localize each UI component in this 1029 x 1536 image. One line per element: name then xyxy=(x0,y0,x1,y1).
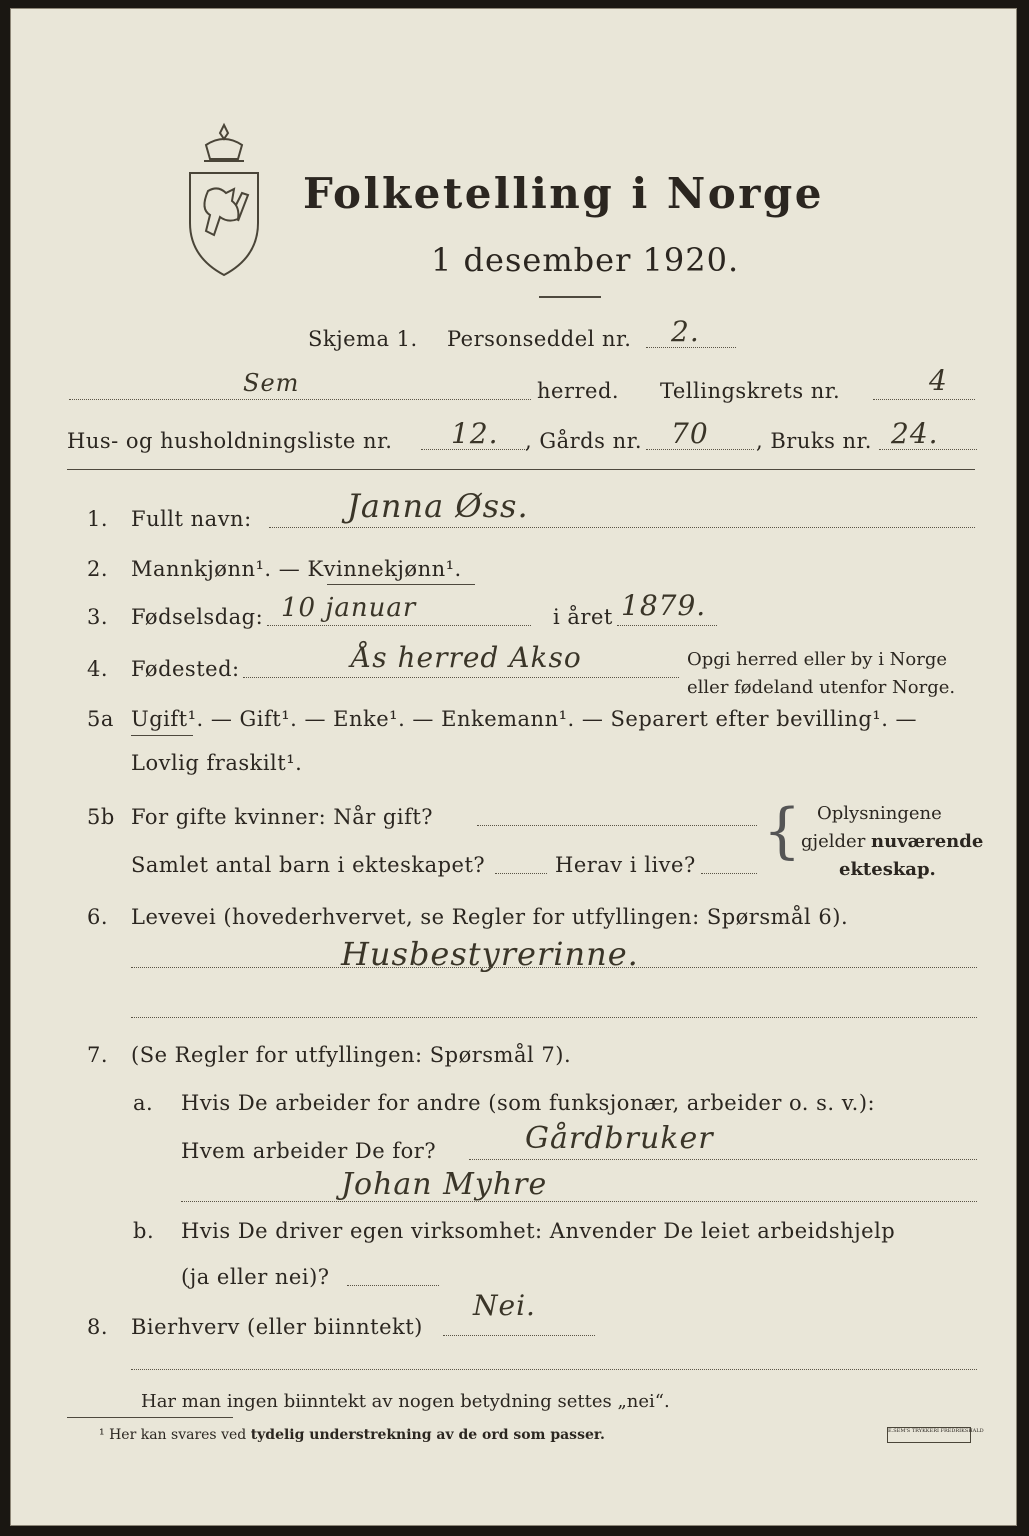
printer-stamp: E.SEM'S TRYKKERI FREDRIKSHALD xyxy=(887,1427,971,1443)
q8-value[interactable]: Nei. xyxy=(473,1289,536,1322)
q6-label: Levevei (hovederhvervet, se Regler for utfyllingen: Spørsmål 6). xyxy=(131,905,849,929)
q3-birthday-value[interactable]: 10 januar xyxy=(281,593,417,623)
coat-of-arms-icon xyxy=(176,121,272,281)
q2-label: Mannkjønn¹. — Kvinnekjønn¹. xyxy=(131,557,462,581)
q5a-options-2: Lovlig fraskilt¹. xyxy=(131,751,303,775)
q3-year-value[interactable]: 1879. xyxy=(621,589,707,622)
q5b-alive-label: Herav i live? xyxy=(555,853,696,877)
farm-value[interactable]: 70 xyxy=(671,417,709,450)
farm-label: , Gårds nr. xyxy=(525,429,643,453)
person-slip-label: Personseddel nr. xyxy=(447,327,632,351)
q8-label: Bierhverv (eller biinntekt) xyxy=(131,1315,423,1339)
q7a-label: Hvis De arbeider for andre (som funksjonær, arbeider o. s. v.): xyxy=(181,1091,876,1115)
q7-label: (Se Regler for utfyllingen: Spørsmål 7). xyxy=(131,1043,572,1067)
q6-value[interactable]: Husbestyrerinne. xyxy=(341,935,639,973)
q4-label: Fødested: xyxy=(131,657,240,681)
q1-number: 1. xyxy=(87,507,109,531)
district-label: Tellingskrets nr. xyxy=(660,379,841,403)
q7a-employer-label: Hvem arbeider De for? xyxy=(181,1139,437,1163)
title-divider xyxy=(539,296,601,298)
q5b-children-label: Samlet antal barn i ekteskapet? xyxy=(131,853,486,877)
q2-underline xyxy=(327,584,475,585)
use-value[interactable]: 24. xyxy=(891,417,939,450)
q1-label: Fullt navn: xyxy=(131,507,252,531)
herred-value[interactable]: Sem xyxy=(243,369,300,397)
form-title: Folketelling i Norge xyxy=(303,169,825,218)
q5a-number: 5a xyxy=(87,707,114,731)
income-note: Har man ingen biinntekt av nogen betydning settes „nei“. xyxy=(141,1391,670,1412)
q2-number: 2. xyxy=(87,557,109,581)
q4-note-line2: eller fødeland utenfor Norge. xyxy=(687,677,956,698)
q1-value[interactable]: Janna Øss. xyxy=(347,487,529,525)
use-label: , Bruks nr. xyxy=(756,429,872,453)
q4-note-line1: Opgi herred eller by i Norge xyxy=(687,649,948,670)
q7a-employer-name[interactable]: Johan Myhre xyxy=(341,1167,548,1202)
q5b-brace: { xyxy=(763,796,802,866)
person-slip-value[interactable]: 2. xyxy=(671,315,700,348)
q5a-options: Ugift¹. — Gift¹. — Enke¹. — Enkemann¹. — Separert efter bevilling¹. — xyxy=(131,707,918,731)
household-label: Hus- og husholdningsliste nr. xyxy=(67,429,393,453)
q5b-number: 5b xyxy=(87,805,115,829)
q4-value[interactable]: Ås herred Akso xyxy=(351,641,582,674)
census-form xyxy=(10,8,1017,1526)
q3-number: 3. xyxy=(87,605,109,629)
q7b-letter: b. xyxy=(133,1219,155,1243)
schema-label: Skjema 1. xyxy=(308,327,418,351)
q5b-married-label: For gifte kvinner: Når gift? xyxy=(131,805,434,829)
household-value[interactable]: 12. xyxy=(451,417,499,450)
q3-year-label: i året xyxy=(553,605,613,629)
header-divider xyxy=(67,469,975,470)
q7a-employer-value[interactable]: Gårdbruker xyxy=(525,1121,714,1156)
q5a-underline xyxy=(131,735,193,736)
q7a-letter: a. xyxy=(133,1091,154,1115)
q7b-sub-label: (ja eller nei)? xyxy=(181,1265,330,1289)
q5b-note-1: Oplysningene xyxy=(817,803,942,824)
q4-number: 4. xyxy=(87,657,109,681)
footnote: ¹ Her kan svares ved tydelig understrekning av de ord som passer. xyxy=(99,1427,605,1443)
form-date: 1 desember 1920. xyxy=(431,241,740,279)
q7-number: 7. xyxy=(87,1043,109,1067)
q6-number: 6. xyxy=(87,905,109,929)
q5b-note-2: gjelder nuværende xyxy=(801,831,984,852)
herred-label: herred. xyxy=(537,379,620,403)
q8-number: 8. xyxy=(87,1315,109,1339)
q3-label: Fødselsdag: xyxy=(131,605,264,629)
district-value[interactable]: 4 xyxy=(929,364,948,397)
q7b-label: Hvis De driver egen virksomhet: Anvender De leiet arbeidshjelp xyxy=(181,1219,896,1243)
footnote-divider xyxy=(67,1417,233,1418)
q5b-note-3: ekteskap. xyxy=(839,859,936,880)
